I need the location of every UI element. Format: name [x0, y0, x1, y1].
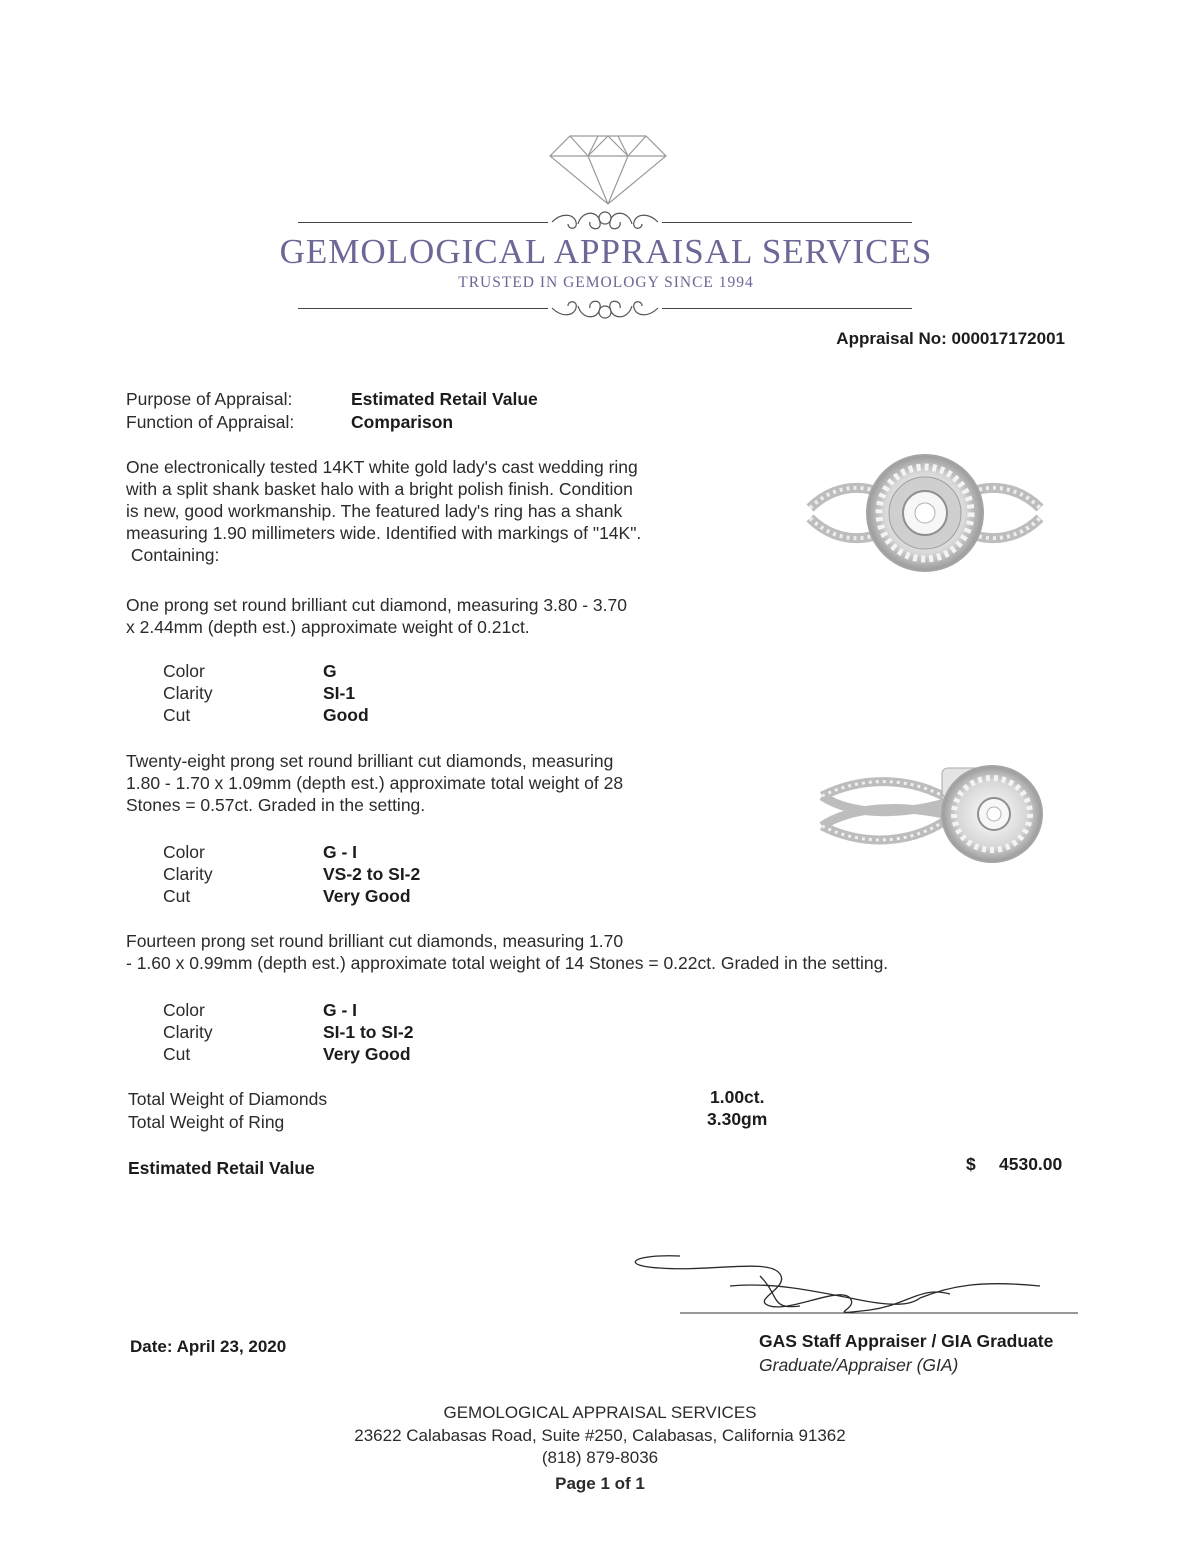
- grade-label: Color: [163, 661, 205, 681]
- purpose-value: Estimated Retail Value: [351, 389, 538, 409]
- estimated-value-currency: $: [966, 1154, 976, 1174]
- description-line: Containing:: [126, 545, 220, 565]
- ring-description: [126, 456, 746, 566]
- grade-value: SI-1: [323, 683, 356, 703]
- appraiser-signature: [620, 1246, 1090, 1326]
- grade-row-cut: [163, 885, 563, 907]
- stone-3-description: [126, 930, 1006, 974]
- grade-label: Cut: [163, 1044, 191, 1064]
- total-diamonds-label: Total Weight of Diamonds: [128, 1089, 328, 1109]
- grade-value: SI-1 to SI-2: [323, 1022, 414, 1042]
- function-row: [126, 411, 453, 433]
- description-line: One electronically tested 14KT white gold lady's cast wedding ring: [126, 457, 638, 477]
- stone-line: x 2.44mm (depth est.) approximate weight of 0.21ct.: [126, 617, 530, 637]
- grade-row-clarity: [163, 863, 563, 885]
- purpose-label: Purpose of Appraisal:: [126, 389, 293, 409]
- stone-1-description: [126, 594, 746, 638]
- grade-label: Clarity: [163, 683, 213, 703]
- grade-row-cut: [163, 1043, 563, 1065]
- grade-value: Good: [323, 705, 369, 725]
- footer-address: 23622 Calabasas Road, Suite #250, Calabasas, California 91362: [354, 1425, 846, 1445]
- function-value: Comparison: [351, 412, 454, 432]
- appraisal-number: Appraisal No: 000017172001: [836, 329, 1065, 348]
- stone-2-description: [126, 750, 746, 816]
- grade-row-clarity: [163, 1021, 563, 1043]
- stone-2-grades: [163, 841, 563, 911]
- estimated-value-amount: 4530.00: [999, 1154, 1063, 1174]
- stone-line: - 1.60 x 0.99mm (depth est.) approximate total weight of 14 Stones = 0.22ct. Graded in the setting.: [126, 953, 889, 973]
- stone-line: Twenty-eight prong set round brilliant cut diamonds, measuring: [126, 751, 614, 771]
- header-rule-top-left: [298, 222, 548, 223]
- function-label: Function of Appraisal:: [126, 412, 295, 432]
- header-rule-bottom-left: [298, 308, 548, 309]
- stone-line: One prong set round brilliant cut diamond, measuring 3.80 - 3.70: [126, 595, 627, 615]
- grade-row-color: [163, 841, 563, 863]
- grade-label: Cut: [163, 886, 191, 906]
- grade-value: G: [323, 661, 337, 681]
- appraiser-title: GAS Staff Appraiser / GIA Graduate: [759, 1331, 1054, 1351]
- page-number: Page 1 of 1: [555, 1473, 645, 1493]
- stone-line: 1.80 - 1.70 x 1.09mm (depth est.) approximate total weight of 28: [126, 773, 624, 793]
- stone-line: Fourteen prong set round brilliant cut diamonds, measuring 1.70: [126, 931, 624, 951]
- grade-row-color: [163, 999, 563, 1021]
- appraiser-subtitle: Graduate/Appraiser (GIA): [759, 1355, 959, 1375]
- grade-label: Clarity: [163, 1022, 213, 1042]
- stone-3-grades: [163, 999, 563, 1069]
- grade-label: Color: [163, 842, 205, 862]
- ring-photo-top-view: [800, 448, 1050, 578]
- grade-row-color: [163, 660, 563, 682]
- footer: [0, 1402, 1200, 1495]
- stone-1-grades: [163, 660, 563, 730]
- estimated-value-label: Estimated Retail Value: [128, 1158, 315, 1178]
- footer-company: GEMOLOGICAL APPRAISAL SERVICES: [443, 1403, 757, 1422]
- footer-phone: (818) 879-8036: [541, 1448, 659, 1467]
- header-rule-bottom-right: [662, 308, 912, 309]
- purpose-row: [126, 388, 538, 410]
- description-line: measuring 1.90 millimeters wide. Identified with markings of "14K".: [126, 523, 642, 543]
- grade-row-clarity: [163, 682, 563, 704]
- header-rule-top-right: [662, 222, 912, 223]
- grade-value: Very Good: [323, 1044, 411, 1064]
- grade-value: G - I: [323, 842, 358, 862]
- company-name: GEMOLOGICAL APPRAISAL SERVICES: [279, 232, 933, 271]
- diamond-outline-icon: [548, 128, 668, 206]
- total-diamonds-value: 1.00ct.: [710, 1087, 765, 1107]
- grade-value: Very Good: [323, 886, 411, 906]
- appraisal-date: Date: April 23, 2020: [130, 1337, 287, 1356]
- grade-row-cut: [163, 704, 563, 726]
- grade-label: Cut: [163, 705, 191, 725]
- grade-value: G - I: [323, 1000, 358, 1020]
- total-ring-label: Total Weight of Ring: [128, 1112, 285, 1132]
- description-line: with a split shank basket halo with a bright polish finish. Condition: [126, 479, 633, 499]
- company-tagline: TRUSTED IN GEMOLOGY SINCE 1994: [458, 274, 754, 291]
- grade-label: Color: [163, 1000, 205, 1020]
- total-ring-value: 3.30gm: [707, 1109, 768, 1129]
- ornament-swirl-icon: [548, 296, 662, 326]
- grade-value: VS-2 to SI-2: [323, 864, 421, 884]
- ring-photo-side-view: [812, 756, 1052, 866]
- description-line: is new, good workmanship. The featured lady's ring has a shank: [126, 501, 623, 521]
- stone-line: Stones = 0.57ct. Graded in the setting.: [126, 795, 426, 815]
- grade-label: Clarity: [163, 864, 213, 884]
